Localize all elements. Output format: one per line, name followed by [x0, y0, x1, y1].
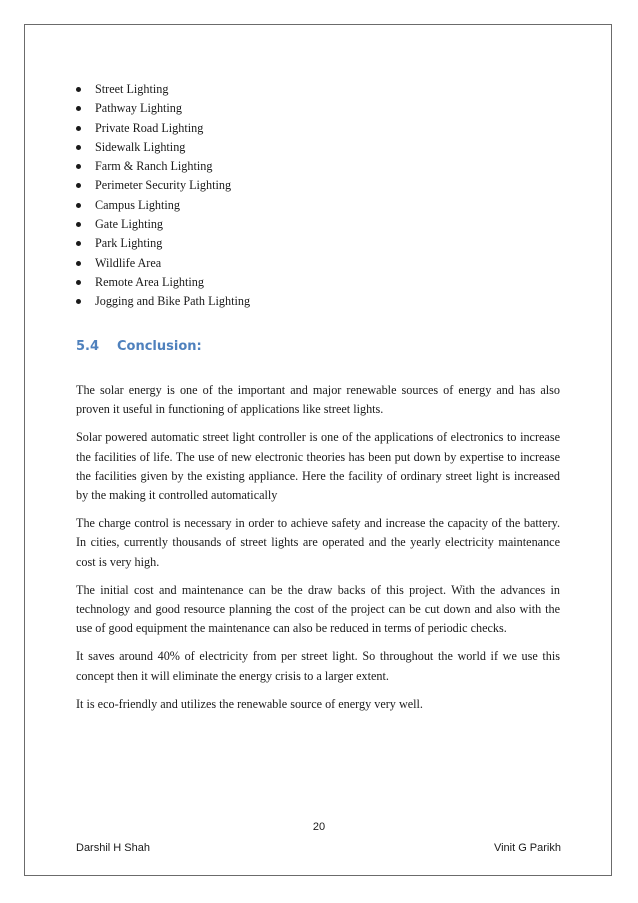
bullet-icon — [76, 203, 81, 208]
section-title: Conclusion: — [117, 339, 202, 354]
application-bullet-list — [73, 80, 250, 312]
list-item-label: Farm & Ranch Lighting — [95, 159, 213, 174]
bullet-icon — [76, 145, 81, 150]
footer-author-left: Darshil H Shah — [76, 842, 150, 854]
list-item — [73, 292, 250, 311]
bullet-icon — [76, 106, 81, 111]
list-item-label: Private Road Lighting — [95, 120, 204, 135]
list-item — [73, 138, 250, 157]
list-item — [73, 119, 250, 138]
paragraph: The solar energy is one of the important and major renewable sources of energy and has also proven it useful in functioning of applications like street lights. — [76, 383, 560, 417]
paragraph: The initial cost and maintenance can be the draw backs of this project. With the advances in technology and good resource planning the cost of the project can be cut down and also with the use of good equipment the maintenance can also be reduced in terms of periodic checks. — [76, 582, 560, 636]
conclusion-body — [76, 381, 560, 723]
bullet-icon — [76, 222, 81, 227]
bullet-icon — [76, 87, 81, 92]
list-item-label: Pathway Lighting — [95, 101, 182, 116]
paragraph: The charge control is necessary in order to achieve safety and increase the capacity of the battery. In cities, currently thousands of street lights are operated and the yearly electricity maintenance cost is very high. — [76, 516, 560, 569]
list-item-label: Street Lighting — [95, 82, 169, 96]
page-number: 20 — [312, 821, 326, 833]
list-item — [73, 196, 250, 215]
paragraph: Solar powered automatic street light controller is one of the applications of electronics to increase the facilities of life. The use of new electronic theories has been put down by expertise to increase the facilities given by the existing appliance. Here the facility of ordinary street light is increased by the making it controlled automatically — [76, 430, 560, 503]
bullet-icon — [76, 299, 81, 304]
list-item-label: Remote Area Lighting — [95, 274, 204, 289]
list-item-label: Sidewalk Lighting — [95, 139, 186, 154]
list-item — [73, 254, 250, 273]
paragraph: It is eco-friendly and utilizes the renewable source of energy very well. — [76, 696, 423, 711]
list-item-label: Perimeter Security Lighting — [95, 178, 232, 193]
bullet-icon — [76, 183, 81, 188]
section-number: 5.4 — [76, 339, 100, 354]
list-item-label: Park Lighting — [95, 236, 163, 251]
bullet-icon — [76, 126, 81, 131]
bullet-icon — [76, 241, 81, 246]
list-item-label: Gate Lighting — [95, 217, 164, 232]
list-item — [73, 215, 250, 234]
list-item-label: Campus Lighting — [95, 197, 180, 212]
list-item — [73, 234, 250, 253]
list-item-label: Wildlife Area — [95, 255, 162, 270]
list-item — [73, 99, 250, 118]
paragraph: It saves around 40% of electricity from per street light. So throughout the world if we use this concept then it will eliminate the energy crisis to a larger extent. — [76, 649, 560, 683]
bullet-icon — [76, 280, 81, 285]
bullet-icon — [76, 164, 81, 169]
list-item — [73, 176, 250, 195]
list-item — [73, 80, 250, 99]
list-item-label: Jogging and Bike Path Lighting — [95, 294, 251, 309]
bullet-icon — [76, 261, 81, 266]
footer-author-right: Vinit G Parikh — [493, 842, 561, 854]
list-item — [73, 273, 250, 292]
list-item — [73, 157, 250, 176]
